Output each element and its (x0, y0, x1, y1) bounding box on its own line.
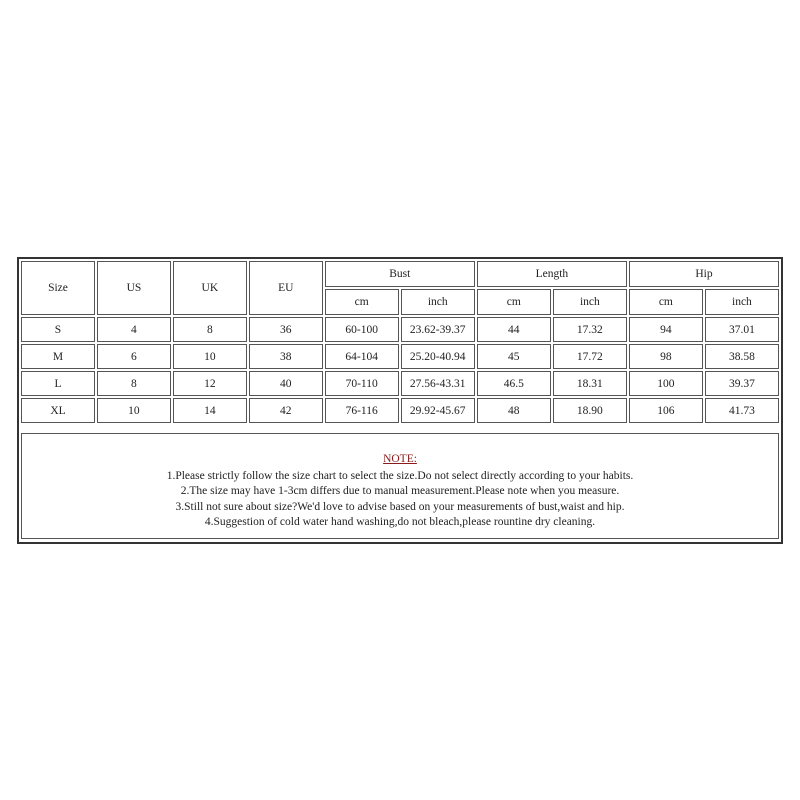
cell-length-cm: 46.5 (477, 371, 551, 396)
cell-hip-cm: 98 (629, 344, 703, 369)
cell-hip-inch: 37.01 (705, 317, 779, 342)
note-title: NOTE: (383, 453, 417, 465)
header-hip: Hip (629, 261, 779, 287)
cell-uk: 12 (173, 371, 247, 396)
cell-length-cm: 48 (477, 398, 551, 423)
cell-size: S (21, 317, 95, 342)
cell-bust-cm: 76-116 (325, 398, 399, 423)
cell-eu: 42 (249, 398, 323, 423)
header-eu: EU (249, 261, 323, 315)
cell-uk: 8 (173, 317, 247, 342)
cell-size: XL (21, 398, 95, 423)
header-size: Size (21, 261, 95, 315)
cell-hip-inch: 38.58 (705, 344, 779, 369)
cell-bust-cm: 60-100 (325, 317, 399, 342)
cell-us: 6 (97, 344, 171, 369)
unit-hip-cm: cm (629, 289, 703, 315)
cell-length-inch: 18.90 (553, 398, 627, 423)
cell-bust-cm: 64-104 (325, 344, 399, 369)
cell-hip-cm: 106 (629, 398, 703, 423)
cell-length-inch: 17.32 (553, 317, 627, 342)
header-bust: Bust (325, 261, 475, 287)
header-us: US (97, 261, 171, 315)
cell-bust-inch: 29.92-45.67 (401, 398, 475, 423)
cell-uk: 14 (173, 398, 247, 423)
unit-bust-cm: cm (325, 289, 399, 315)
note-line: 1.Please strictly follow the size chart to select the size.Do not select directly according to your habits. (166, 469, 634, 482)
note-line: 2.The size may have 1-3cm differs due to manual measurement.Please note when you measure. (180, 485, 620, 497)
table-row (21, 371, 779, 396)
cell-bust-inch: 25.20-40.94 (401, 344, 475, 369)
table-row (21, 398, 779, 423)
note-line: 4.Suggestion of cold water hand washing,do not bleach,please rountine dry cleaning. (204, 516, 596, 528)
cell-size: L (21, 371, 95, 396)
note-box (21, 433, 779, 539)
cell-length-cm: 45 (477, 344, 551, 369)
cell-hip-inch: 39.37 (705, 371, 779, 396)
cell-eu: 40 (249, 371, 323, 396)
table-row (21, 317, 779, 342)
table-row (21, 344, 779, 369)
cell-uk: 10 (173, 344, 247, 369)
cell-length-inch: 18.31 (553, 371, 627, 396)
header-row-top (21, 261, 779, 287)
cell-hip-cm: 100 (629, 371, 703, 396)
note-line: 3.Still not sure about size?We'd love to advise based on your measurements of bust,waist and hip. (175, 500, 625, 513)
cell-size: M (21, 344, 95, 369)
unit-length-cm: cm (477, 289, 551, 315)
cell-bust-inch: 23.62-39.37 (401, 317, 475, 342)
size-chart (17, 257, 783, 544)
header-length: Length (477, 261, 627, 287)
unit-length-inch: inch (553, 289, 627, 315)
cell-us: 8 (97, 371, 171, 396)
cell-us: 4 (97, 317, 171, 342)
unit-bust-inch: inch (401, 289, 475, 315)
cell-hip-cm: 94 (629, 317, 703, 342)
cell-eu: 36 (249, 317, 323, 342)
cell-bust-cm: 70-110 (325, 371, 399, 396)
cell-us: 10 (97, 398, 171, 423)
cell-hip-inch: 41.73 (705, 398, 779, 423)
unit-hip-inch: inch (705, 289, 779, 315)
size-table (19, 259, 781, 425)
cell-length-inch: 17.72 (553, 344, 627, 369)
header-uk: UK (173, 261, 247, 315)
cell-eu: 38 (249, 344, 323, 369)
cell-length-cm: 44 (477, 317, 551, 342)
cell-bust-inch: 27.56-43.31 (401, 371, 475, 396)
